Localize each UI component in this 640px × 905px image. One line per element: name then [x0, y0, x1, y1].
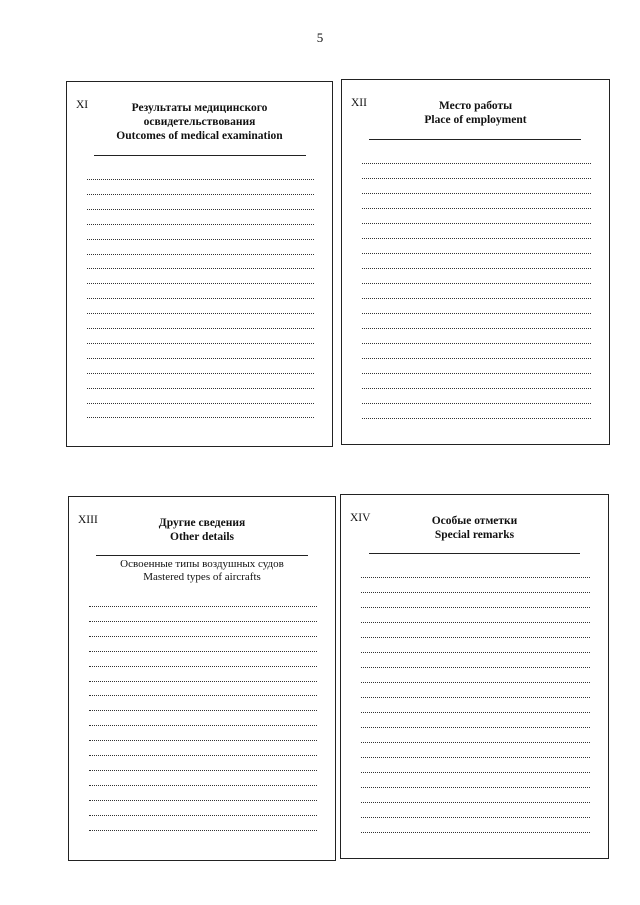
blank-line — [361, 682, 590, 683]
blank-line — [362, 343, 591, 344]
section-xii-panel — [341, 79, 610, 445]
blank-line — [362, 328, 591, 329]
blank-line — [361, 577, 590, 578]
subtitle-line-ru: Освоенные типы воздушных судов — [120, 558, 284, 570]
blank-line — [89, 651, 317, 652]
blank-line — [362, 418, 591, 419]
blank-line — [87, 358, 314, 359]
blank-line — [89, 621, 317, 622]
subtitle-line-en: Mastered types of aircrafts — [143, 571, 261, 583]
blank-line — [362, 403, 591, 404]
blank-line — [87, 403, 314, 404]
blank-line — [361, 712, 590, 713]
blank-line — [361, 742, 590, 743]
blank-line — [362, 283, 591, 284]
blank-line — [362, 298, 591, 299]
blank-line — [87, 209, 314, 210]
blank-line — [362, 208, 591, 209]
blank-line — [87, 179, 314, 180]
blank-line — [89, 606, 317, 607]
blank-line — [89, 740, 317, 741]
blank-line — [87, 239, 314, 240]
blank-line — [362, 388, 591, 389]
blank-line — [89, 666, 317, 667]
blank-line — [361, 622, 590, 623]
title-line-en: Special remarks — [434, 529, 515, 541]
blank-line — [361, 637, 590, 638]
title-line-en: Outcomes of medical examination — [116, 130, 283, 142]
title-line-ru-2: освидетельствования — [143, 116, 256, 128]
blank-lines — [361, 495, 590, 858]
blank-line — [89, 755, 317, 756]
blank-line — [361, 787, 590, 788]
blank-line — [361, 697, 590, 698]
blank-lines — [87, 82, 314, 446]
title-line-ru-1: Результаты медицинского — [131, 102, 268, 114]
section-number: XIII — [78, 514, 98, 526]
title-line-en: Place of employment — [424, 114, 527, 126]
blank-line — [362, 358, 591, 359]
blank-line — [87, 328, 314, 329]
blank-line — [87, 373, 314, 374]
blank-line — [89, 725, 317, 726]
blank-line — [89, 710, 317, 711]
blank-line — [361, 817, 590, 818]
blank-line — [361, 832, 590, 833]
section-number: XII — [351, 97, 367, 109]
blank-line — [87, 283, 314, 284]
blank-line — [361, 727, 590, 728]
blank-line — [87, 298, 314, 299]
blank-line — [361, 667, 590, 668]
blank-line — [89, 815, 317, 816]
blank-line — [361, 607, 590, 608]
blank-line — [87, 194, 314, 195]
blank-line — [87, 417, 314, 418]
blank-line — [89, 636, 317, 637]
title-line-ru: Место работы — [438, 100, 513, 112]
blank-line — [89, 800, 317, 801]
title-line-en: Other details — [170, 531, 234, 543]
blank-line — [89, 681, 317, 682]
page-number: 5 — [316, 30, 324, 45]
blank-lines — [362, 80, 591, 444]
blank-lines — [89, 497, 317, 860]
blank-line — [89, 785, 317, 786]
blank-line — [87, 254, 314, 255]
section-xiii-panel — [68, 496, 336, 861]
section-xi-panel — [66, 81, 333, 447]
blank-line — [89, 830, 317, 831]
blank-line — [87, 343, 314, 344]
blank-line — [362, 253, 591, 254]
blank-line — [361, 772, 590, 773]
blank-line — [87, 268, 314, 269]
blank-line — [362, 268, 591, 269]
section-number: XIV — [350, 512, 371, 524]
blank-line — [87, 313, 314, 314]
blank-line — [362, 223, 591, 224]
blank-line — [87, 388, 314, 389]
blank-line — [362, 373, 591, 374]
title-line-ru: Особые отметки — [431, 515, 518, 527]
blank-line — [361, 802, 590, 803]
blank-line — [361, 757, 590, 758]
section-xiv-panel — [340, 494, 609, 859]
section-number: XI — [76, 99, 89, 111]
blank-line — [362, 163, 591, 164]
blank-line — [361, 652, 590, 653]
blank-line — [362, 178, 591, 179]
blank-line — [361, 592, 590, 593]
blank-line — [362, 238, 591, 239]
blank-line — [89, 770, 317, 771]
blank-line — [362, 193, 591, 194]
blank-line — [87, 224, 314, 225]
title-line-ru: Другие сведения — [158, 517, 246, 529]
blank-line — [362, 313, 591, 314]
blank-line — [89, 695, 317, 696]
